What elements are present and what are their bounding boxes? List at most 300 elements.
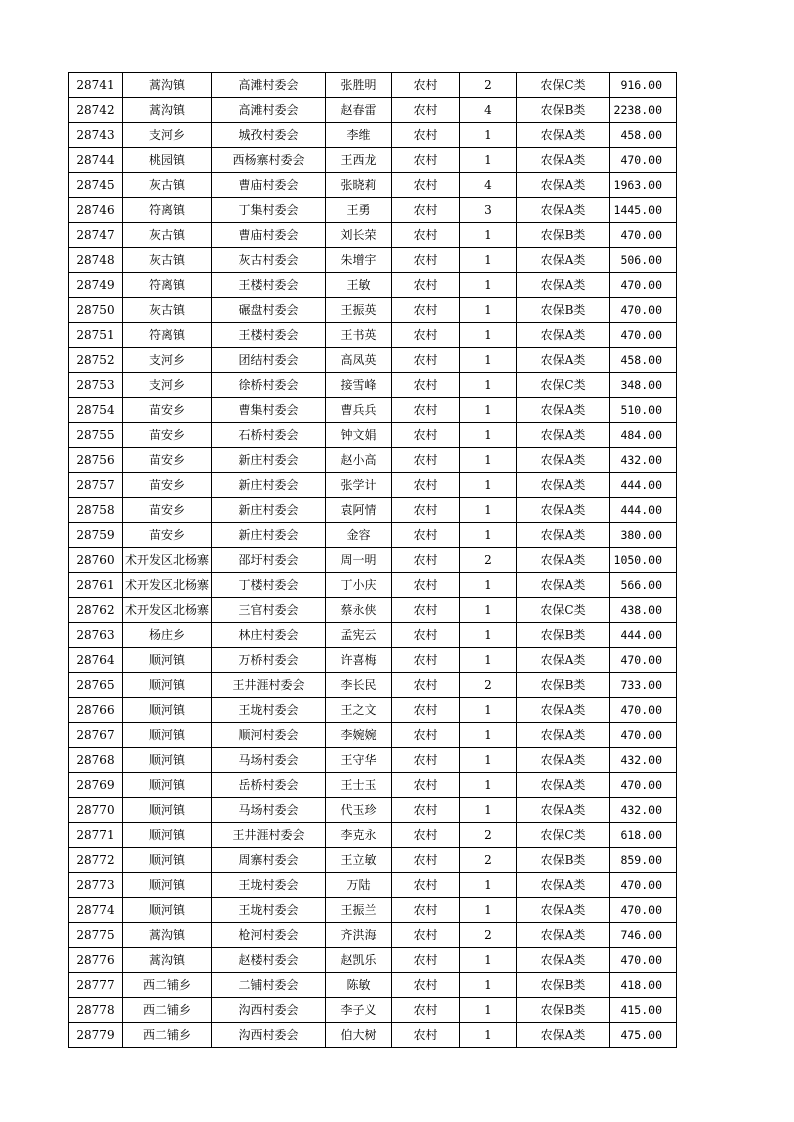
amount-cell: 2238.00	[610, 98, 677, 123]
amount-cell: 348.00	[610, 373, 677, 398]
town-cell: 符离镇	[123, 198, 212, 223]
record-id-cell: 28779	[69, 1023, 123, 1048]
table-row	[69, 73, 677, 98]
village-committee-cell: 王垅村委会	[212, 898, 326, 923]
amount-cell: 470.00	[610, 323, 677, 348]
town-cell: 桃园镇	[123, 148, 212, 173]
town-cell: 顺河镇	[123, 648, 212, 673]
record-id-cell: 28741	[69, 73, 123, 98]
person-name-cell: 王勇	[326, 198, 392, 223]
area-type-cell: 农村	[392, 723, 460, 748]
amount-cell: 746.00	[610, 923, 677, 948]
person-name-cell: 陈敏	[326, 973, 392, 998]
record-id-cell: 28754	[69, 398, 123, 423]
amount-cell: 438.00	[610, 598, 677, 623]
insurance-category-cell: 农保C类	[517, 823, 610, 848]
household-count-cell: 1	[460, 998, 517, 1023]
insurance-category-cell: 农保A类	[517, 173, 610, 198]
village-committee-cell: 石桥村委会	[212, 423, 326, 448]
person-name-cell: 张晓莉	[326, 173, 392, 198]
amount-cell: 470.00	[610, 723, 677, 748]
record-id-cell: 28773	[69, 873, 123, 898]
insurance-category-cell: 农保A类	[517, 398, 610, 423]
person-name-cell: 王振兰	[326, 898, 392, 923]
insurance-category-cell: 农保A类	[517, 698, 610, 723]
person-name-cell: 张学计	[326, 473, 392, 498]
table-row	[69, 873, 677, 898]
town-cell: 顺河镇	[123, 773, 212, 798]
town-cell: 西二铺乡	[123, 1023, 212, 1048]
area-type-cell: 农村	[392, 623, 460, 648]
household-count-cell: 1	[460, 573, 517, 598]
insurance-category-cell: 农保B类	[517, 623, 610, 648]
household-count-cell: 1	[460, 623, 517, 648]
records-table	[68, 72, 677, 1048]
table-row	[69, 98, 677, 123]
insurance-category-cell: 农保A类	[517, 748, 610, 773]
amount-cell: 470.00	[610, 223, 677, 248]
record-id-cell: 28743	[69, 123, 123, 148]
village-committee-cell: 万桥村委会	[212, 648, 326, 673]
amount-cell: 1445.00	[610, 198, 677, 223]
area-type-cell: 农村	[392, 173, 460, 198]
village-committee-cell: 曹庙村委会	[212, 173, 326, 198]
town-cell: 术开发区北杨寨	[123, 598, 212, 623]
insurance-category-cell: 农保A类	[517, 348, 610, 373]
person-name-cell: 袁阿情	[326, 498, 392, 523]
village-committee-cell: 二铺村委会	[212, 973, 326, 998]
table-row	[69, 748, 677, 773]
record-id-cell: 28768	[69, 748, 123, 773]
amount-cell: 415.00	[610, 998, 677, 1023]
area-type-cell: 农村	[392, 498, 460, 523]
household-count-cell: 1	[460, 273, 517, 298]
area-type-cell: 农村	[392, 323, 460, 348]
village-committee-cell: 王楼村委会	[212, 273, 326, 298]
household-count-cell: 2	[460, 848, 517, 873]
amount-cell: 916.00	[610, 73, 677, 98]
area-type-cell: 农村	[392, 473, 460, 498]
table-row	[69, 273, 677, 298]
table-row	[69, 298, 677, 323]
table-row	[69, 723, 677, 748]
village-committee-cell: 赵楼村委会	[212, 948, 326, 973]
record-id-cell: 28750	[69, 298, 123, 323]
town-cell: 顺河镇	[123, 848, 212, 873]
town-cell: 苗安乡	[123, 523, 212, 548]
insurance-category-cell: 农保B类	[517, 998, 610, 1023]
person-name-cell: 李长民	[326, 673, 392, 698]
area-type-cell: 农村	[392, 73, 460, 98]
person-name-cell: 孟宪云	[326, 623, 392, 648]
town-cell: 顺河镇	[123, 723, 212, 748]
table-row	[69, 423, 677, 448]
amount-cell: 470.00	[610, 273, 677, 298]
record-id-cell: 28762	[69, 598, 123, 623]
insurance-category-cell: 农保A类	[517, 548, 610, 573]
insurance-category-cell: 农保B类	[517, 973, 610, 998]
area-type-cell: 农村	[392, 998, 460, 1023]
record-id-cell: 28746	[69, 198, 123, 223]
record-id-cell: 28758	[69, 498, 123, 523]
area-type-cell: 农村	[392, 523, 460, 548]
area-type-cell: 农村	[392, 748, 460, 773]
person-name-cell: 李克永	[326, 823, 392, 848]
household-count-cell: 1	[460, 1023, 517, 1048]
person-name-cell: 赵凯乐	[326, 948, 392, 973]
amount-cell: 733.00	[610, 673, 677, 698]
person-name-cell: 朱增宇	[326, 248, 392, 273]
insurance-category-cell: 农保A类	[517, 773, 610, 798]
household-count-cell: 1	[460, 348, 517, 373]
town-cell: 顺河镇	[123, 673, 212, 698]
amount-cell: 1050.00	[610, 548, 677, 573]
village-committee-cell: 马场村委会	[212, 748, 326, 773]
insurance-category-cell: 农保B类	[517, 223, 610, 248]
insurance-category-cell: 农保B类	[517, 673, 610, 698]
table-row	[69, 223, 677, 248]
record-id-cell: 28771	[69, 823, 123, 848]
household-count-cell: 1	[460, 873, 517, 898]
area-type-cell: 农村	[392, 648, 460, 673]
area-type-cell: 农村	[392, 273, 460, 298]
amount-cell: 458.00	[610, 348, 677, 373]
area-type-cell: 农村	[392, 223, 460, 248]
household-count-cell: 1	[460, 698, 517, 723]
record-id-cell: 28776	[69, 948, 123, 973]
area-type-cell: 农村	[392, 673, 460, 698]
town-cell: 支河乡	[123, 123, 212, 148]
area-type-cell: 农村	[392, 298, 460, 323]
household-count-cell: 1	[460, 323, 517, 348]
amount-cell: 470.00	[610, 948, 677, 973]
household-count-cell: 4	[460, 98, 517, 123]
person-name-cell: 李婉婉	[326, 723, 392, 748]
town-cell: 顺河镇	[123, 798, 212, 823]
table-row	[69, 348, 677, 373]
record-id-cell: 28759	[69, 523, 123, 548]
village-committee-cell: 邵圩村委会	[212, 548, 326, 573]
record-id-cell: 28748	[69, 248, 123, 273]
amount-cell: 432.00	[610, 448, 677, 473]
table-row	[69, 698, 677, 723]
insurance-category-cell: 农保A类	[517, 898, 610, 923]
record-id-cell: 28763	[69, 623, 123, 648]
area-type-cell: 农村	[392, 248, 460, 273]
record-id-cell: 28770	[69, 798, 123, 823]
insurance-category-cell: 农保A类	[517, 523, 610, 548]
table-row	[69, 323, 677, 348]
village-committee-cell: 团结村委会	[212, 348, 326, 373]
town-cell: 术开发区北杨寨	[123, 573, 212, 598]
village-committee-cell: 沟西村委会	[212, 998, 326, 1023]
town-cell: 符离镇	[123, 273, 212, 298]
record-id-cell: 28745	[69, 173, 123, 198]
village-committee-cell: 顺河村委会	[212, 723, 326, 748]
insurance-category-cell: 农保B类	[517, 848, 610, 873]
area-type-cell: 农村	[392, 948, 460, 973]
household-count-cell: 1	[460, 598, 517, 623]
town-cell: 苗安乡	[123, 498, 212, 523]
table-row	[69, 848, 677, 873]
town-cell: 蒿沟镇	[123, 98, 212, 123]
insurance-category-cell: 农保A类	[517, 423, 610, 448]
person-name-cell: 李维	[326, 123, 392, 148]
household-count-cell: 1	[460, 748, 517, 773]
person-name-cell: 万陆	[326, 873, 392, 898]
village-committee-cell: 高滩村委会	[212, 73, 326, 98]
village-committee-cell: 丁集村委会	[212, 198, 326, 223]
insurance-category-cell: 农保A类	[517, 448, 610, 473]
table-row	[69, 573, 677, 598]
village-committee-cell: 新庄村委会	[212, 498, 326, 523]
area-type-cell: 农村	[392, 698, 460, 723]
area-type-cell: 农村	[392, 448, 460, 473]
table-row	[69, 173, 677, 198]
table-row	[69, 1023, 677, 1048]
town-cell: 灰古镇	[123, 248, 212, 273]
insurance-category-cell: 农保A类	[517, 723, 610, 748]
town-cell: 术开发区北杨寨	[123, 548, 212, 573]
record-id-cell: 28775	[69, 923, 123, 948]
person-name-cell: 高凤英	[326, 348, 392, 373]
village-committee-cell: 城孜村委会	[212, 123, 326, 148]
village-committee-cell: 枪河村委会	[212, 923, 326, 948]
household-count-cell: 1	[460, 398, 517, 423]
record-id-cell: 28744	[69, 148, 123, 173]
table-row	[69, 373, 677, 398]
amount-cell: 475.00	[610, 1023, 677, 1048]
area-type-cell: 农村	[392, 348, 460, 373]
area-type-cell: 农村	[392, 123, 460, 148]
village-committee-cell: 王楼村委会	[212, 323, 326, 348]
village-committee-cell: 丁楼村委会	[212, 573, 326, 598]
amount-cell: 470.00	[610, 773, 677, 798]
insurance-category-cell: 农保A类	[517, 1023, 610, 1048]
insurance-category-cell: 农保A类	[517, 273, 610, 298]
household-count-cell: 1	[460, 648, 517, 673]
record-id-cell: 28778	[69, 998, 123, 1023]
record-id-cell: 28742	[69, 98, 123, 123]
household-count-cell: 1	[460, 373, 517, 398]
amount-cell: 566.00	[610, 573, 677, 598]
amount-cell: 618.00	[610, 823, 677, 848]
town-cell: 杨庄乡	[123, 623, 212, 648]
village-committee-cell: 王垅村委会	[212, 873, 326, 898]
village-committee-cell: 灰古村委会	[212, 248, 326, 273]
insurance-category-cell: 农保A类	[517, 473, 610, 498]
household-count-cell: 1	[460, 973, 517, 998]
household-count-cell: 1	[460, 798, 517, 823]
household-count-cell: 1	[460, 298, 517, 323]
area-type-cell: 农村	[392, 1023, 460, 1048]
person-name-cell: 伯大树	[326, 1023, 392, 1048]
person-name-cell: 许喜梅	[326, 648, 392, 673]
record-id-cell: 28766	[69, 698, 123, 723]
village-committee-cell: 徐桥村委会	[212, 373, 326, 398]
person-name-cell: 接雪峰	[326, 373, 392, 398]
village-committee-cell: 曹庙村委会	[212, 223, 326, 248]
amount-cell: 484.00	[610, 423, 677, 448]
insurance-category-cell: 农保A类	[517, 573, 610, 598]
amount-cell: 432.00	[610, 748, 677, 773]
table-row	[69, 673, 677, 698]
insurance-category-cell: 农保A类	[517, 198, 610, 223]
person-name-cell: 王西龙	[326, 148, 392, 173]
town-cell: 顺河镇	[123, 898, 212, 923]
record-id-cell: 28767	[69, 723, 123, 748]
person-name-cell: 金容	[326, 523, 392, 548]
table-row	[69, 198, 677, 223]
person-name-cell: 张胜明	[326, 73, 392, 98]
record-id-cell: 28765	[69, 673, 123, 698]
household-count-cell: 1	[460, 123, 517, 148]
person-name-cell: 刘长荣	[326, 223, 392, 248]
village-committee-cell: 王井涯村委会	[212, 673, 326, 698]
insurance-category-cell: 农保A类	[517, 873, 610, 898]
insurance-category-cell: 农保A类	[517, 148, 610, 173]
area-type-cell: 农村	[392, 148, 460, 173]
village-committee-cell: 周寨村委会	[212, 848, 326, 873]
record-id-cell: 28747	[69, 223, 123, 248]
village-committee-cell: 西杨寨村委会	[212, 148, 326, 173]
village-committee-cell: 碾盘村委会	[212, 298, 326, 323]
household-count-cell: 1	[460, 723, 517, 748]
person-name-cell: 王振英	[326, 298, 392, 323]
person-name-cell: 赵小高	[326, 448, 392, 473]
table-row	[69, 248, 677, 273]
area-type-cell: 农村	[392, 548, 460, 573]
record-id-cell: 28752	[69, 348, 123, 373]
town-cell: 蒿沟镇	[123, 73, 212, 98]
area-type-cell: 农村	[392, 198, 460, 223]
town-cell: 灰古镇	[123, 298, 212, 323]
record-id-cell: 28772	[69, 848, 123, 873]
household-count-cell: 1	[460, 223, 517, 248]
household-count-cell: 1	[460, 498, 517, 523]
record-id-cell: 28760	[69, 548, 123, 573]
amount-cell: 470.00	[610, 698, 677, 723]
household-count-cell: 2	[460, 548, 517, 573]
household-count-cell: 1	[460, 898, 517, 923]
record-id-cell: 28755	[69, 423, 123, 448]
household-count-cell: 1	[460, 423, 517, 448]
insurance-category-cell: 农保B类	[517, 298, 610, 323]
town-cell: 西二铺乡	[123, 998, 212, 1023]
household-count-cell: 1	[460, 948, 517, 973]
amount-cell: 510.00	[610, 398, 677, 423]
household-count-cell: 4	[460, 173, 517, 198]
table-row	[69, 823, 677, 848]
person-name-cell: 王之文	[326, 698, 392, 723]
village-committee-cell: 王井涯村委会	[212, 823, 326, 848]
table-row	[69, 123, 677, 148]
person-name-cell: 王守华	[326, 748, 392, 773]
village-committee-cell: 高滩村委会	[212, 98, 326, 123]
household-count-cell: 1	[460, 773, 517, 798]
person-name-cell: 曹兵兵	[326, 398, 392, 423]
person-name-cell: 赵春雷	[326, 98, 392, 123]
area-type-cell: 农村	[392, 873, 460, 898]
amount-cell: 444.00	[610, 473, 677, 498]
table-row	[69, 448, 677, 473]
household-count-cell: 2	[460, 923, 517, 948]
area-type-cell: 农村	[392, 98, 460, 123]
person-name-cell: 丁小庆	[326, 573, 392, 598]
amount-cell: 444.00	[610, 498, 677, 523]
record-id-cell: 28777	[69, 973, 123, 998]
amount-cell: 470.00	[610, 648, 677, 673]
table-row	[69, 623, 677, 648]
town-cell: 顺河镇	[123, 698, 212, 723]
town-cell: 苗安乡	[123, 448, 212, 473]
record-id-cell: 28751	[69, 323, 123, 348]
household-count-cell: 2	[460, 823, 517, 848]
insurance-category-cell: 农保A类	[517, 648, 610, 673]
village-committee-cell: 曹集村委会	[212, 398, 326, 423]
town-cell: 符离镇	[123, 323, 212, 348]
insurance-category-cell: 农保A类	[517, 323, 610, 348]
amount-cell: 418.00	[610, 973, 677, 998]
town-cell: 顺河镇	[123, 873, 212, 898]
insurance-category-cell: 农保C类	[517, 373, 610, 398]
area-type-cell: 农村	[392, 798, 460, 823]
insurance-category-cell: 农保C类	[517, 598, 610, 623]
amount-cell: 506.00	[610, 248, 677, 273]
table-row	[69, 398, 677, 423]
insurance-category-cell: 农保A类	[517, 123, 610, 148]
amount-cell: 470.00	[610, 873, 677, 898]
household-count-cell: 1	[460, 148, 517, 173]
town-cell: 支河乡	[123, 373, 212, 398]
person-name-cell: 李子义	[326, 998, 392, 1023]
town-cell: 西二铺乡	[123, 973, 212, 998]
insurance-category-cell: 农保A类	[517, 498, 610, 523]
area-type-cell: 农村	[392, 773, 460, 798]
table-row	[69, 973, 677, 998]
table-row	[69, 648, 677, 673]
household-count-cell: 1	[460, 248, 517, 273]
insurance-category-cell: 农保C类	[517, 73, 610, 98]
table-row	[69, 773, 677, 798]
insurance-category-cell: 农保A类	[517, 923, 610, 948]
area-type-cell: 农村	[392, 373, 460, 398]
record-id-cell: 28756	[69, 448, 123, 473]
town-cell: 蒿沟镇	[123, 923, 212, 948]
person-name-cell: 代玉珍	[326, 798, 392, 823]
record-id-cell: 28753	[69, 373, 123, 398]
area-type-cell: 农村	[392, 573, 460, 598]
amount-cell: 458.00	[610, 123, 677, 148]
town-cell: 苗安乡	[123, 423, 212, 448]
village-committee-cell: 王垅村委会	[212, 698, 326, 723]
area-type-cell: 农村	[392, 848, 460, 873]
person-name-cell: 王士玉	[326, 773, 392, 798]
household-count-cell: 2	[460, 673, 517, 698]
table-row	[69, 598, 677, 623]
person-name-cell: 蔡永侠	[326, 598, 392, 623]
insurance-category-cell: 农保A类	[517, 798, 610, 823]
table-row	[69, 998, 677, 1023]
person-name-cell: 钟文娟	[326, 423, 392, 448]
table-row	[69, 523, 677, 548]
village-committee-cell: 沟西村委会	[212, 1023, 326, 1048]
area-type-cell: 农村	[392, 923, 460, 948]
record-id-cell: 28769	[69, 773, 123, 798]
table-row	[69, 148, 677, 173]
area-type-cell: 农村	[392, 398, 460, 423]
town-cell: 灰古镇	[123, 223, 212, 248]
